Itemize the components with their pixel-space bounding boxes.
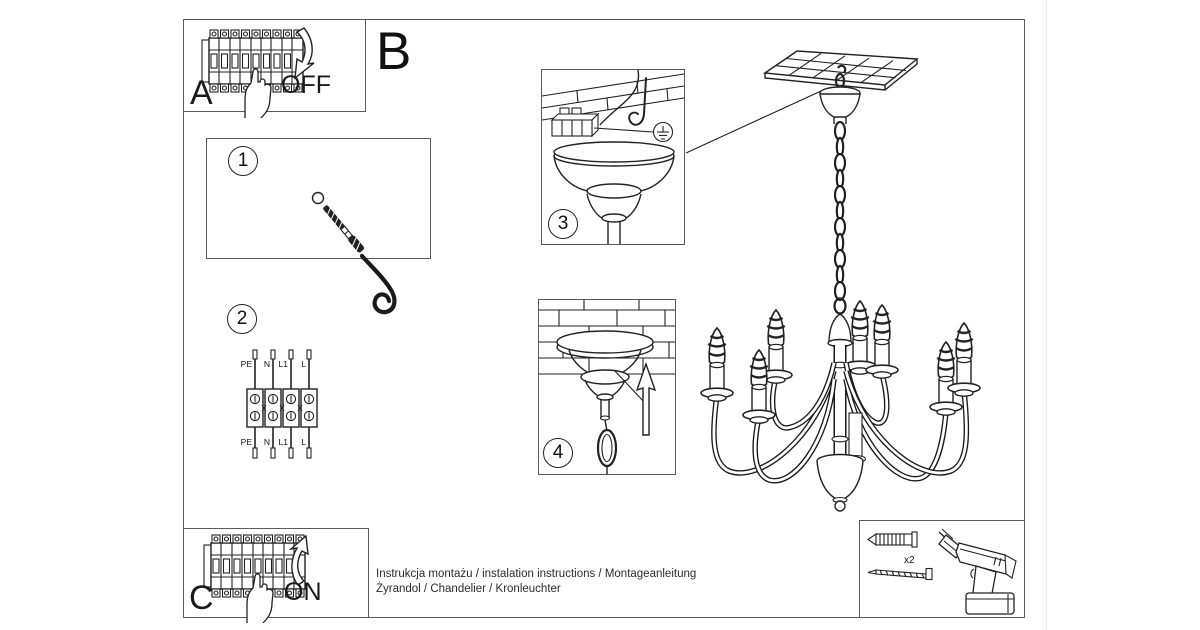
wire-label-n-top: N: [263, 359, 270, 369]
wire-label-l-top: L: [301, 359, 306, 369]
step-4-number: 4: [552, 442, 564, 463]
step-2-badge: [227, 304, 257, 334]
center-bowl: [817, 455, 863, 512]
ceiling-panel: [765, 51, 917, 90]
step-1-badge: [228, 146, 258, 176]
leader-line: [686, 91, 821, 153]
step-a-panel: [184, 20, 366, 112]
step-b-letter: B: [376, 22, 412, 81]
chandelier-illustration: [681, 31, 1021, 571]
step-3-number: 3: [557, 213, 569, 234]
chandelier-canopy: [820, 87, 860, 124]
step-4-badge: [543, 438, 573, 468]
step-c-panel: [184, 528, 369, 617]
wire-label-l-bottom: L: [301, 437, 306, 447]
tools-icon: [860, 521, 1024, 617]
screw-icon: [868, 569, 932, 580]
wall-plug-icon: [868, 532, 917, 547]
footer-line-1: Instrukcja montażu / instalation instructions / Montageanleitung: [376, 568, 697, 580]
step-a-letter: A: [190, 74, 213, 112]
terminal-block-wiring-icon: [234, 346, 322, 468]
hardware-box: [859, 520, 1024, 617]
off-label: OFF: [281, 71, 331, 99]
chain: [835, 122, 845, 300]
step-c-letter: C: [189, 579, 214, 617]
wire-label-l1-top: L1: [278, 359, 288, 369]
footer-text: [376, 567, 696, 597]
wire-label-n-bottom: N: [263, 437, 270, 447]
instruction-sheet: [183, 19, 1025, 618]
wire-label-pe-top: PE: [240, 359, 252, 369]
step-2-number: 2: [236, 308, 248, 329]
hook-anchor-icon: [296, 186, 431, 344]
center-column: [832, 345, 848, 460]
wire-label-pe-bottom: PE: [240, 437, 252, 447]
step-3-badge: [548, 209, 578, 239]
drill-icon: [939, 529, 1016, 614]
wire-label-l1-bottom: L1: [278, 437, 288, 447]
footer-line-2: Żyrandol / Chandelier / Kronleuchter: [376, 583, 561, 595]
step-1-number: 1: [237, 150, 249, 171]
plug-quantity-label: x2: [904, 555, 915, 566]
column-cap: [829, 314, 851, 343]
on-label: ON: [284, 578, 322, 606]
page-edge-line: [1046, 0, 1047, 630]
